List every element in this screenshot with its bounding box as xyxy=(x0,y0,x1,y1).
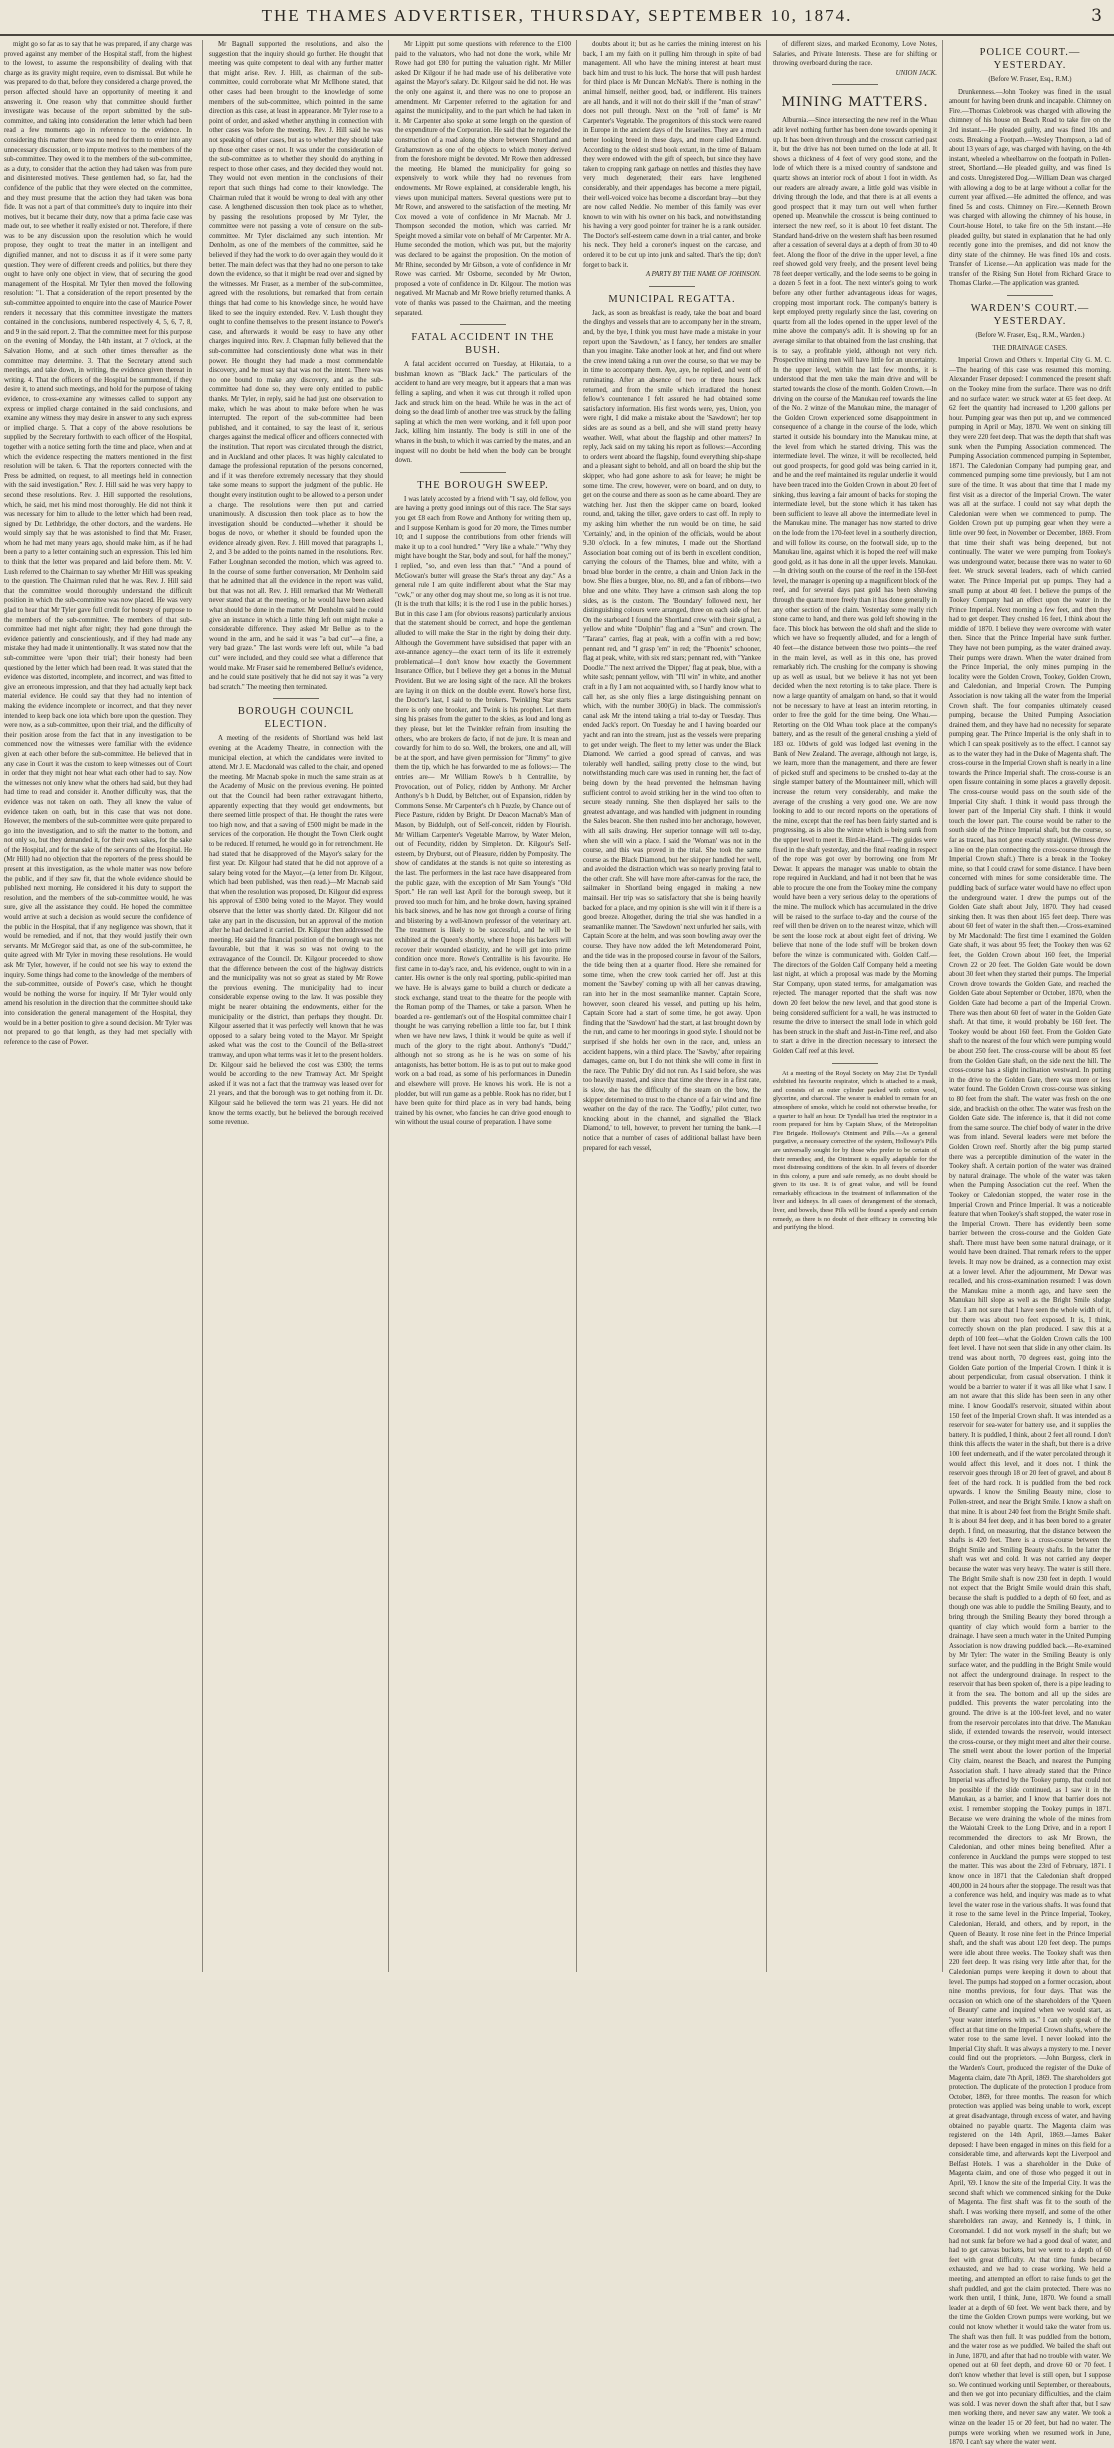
column-5 xyxy=(766,40,943,1972)
divider xyxy=(460,472,506,473)
divider xyxy=(649,286,695,287)
article-signature: UNION JACK. xyxy=(895,69,937,77)
borough-sweep-article: I was lately accosted by a friend with "I say, old fellow, you are having a pretty good innings out of this race. The Star says you get £8 each from Rowe and Anthony for writing them up, and I suppose Kenham is good for 20 more, the Times number 10; and I suppose the contributions from other friends will make it up to a cool hundred." "Very like a whale." "Why they might have bought the Star, body and soul, for half the money," I replied, "so, and even less than that." "And a pound of McGowan's butter will grease the Star's throat any day." As a general rule I am quite indifferent about what the Star may "cwk," or any other dog may shout me, so long as it is not true. (It is the truth that kills; it is the rod I use in the public horses.) But in this case I am (for obvious reasons) particularly anxious that the statement should be correct, and hope the gentleman alluded to will make the Star in the right by doing their duty. Although the Government have subsidised that paper with an axe-annance agency—the exact term of its life it extremely problematical—I don't know how exactly the Government Insurance Office, but I believe they get a bonus in the Mutual Provident. But we are losing sight of the race. All the brokers are laying it on thick on the double event. Rowe's horse first, the Doctor's last, I said to the brokers. Twinkling Star starts there is only one brooker, and Twink is his prophet. Let them sing his praises from the gutter to the skies, as loud and long as they please, but let the Twinkler refrain from insulting the others, who are brokers de facto, if not de jure. It is mean and cowardly for him to do so. Well, the brokers, one and all, will be at the sport, and have given permission for "Jimmy" to give them the tip, which he has forwarded to me as follows:— The entries are— Mr William Rowe's b h Centrallite, by Provocation, out of Policy, ridden by Anthony. Mr Archer Anthony's b h Dudd, by Beltcher, out of Expansion, ridden by Commons Sense. Mr Carpenter's ch h Puzzle, by Chance out of Piece Pasture, ridden by Bright. Dr Deacon Macnab's Man of Mason, by Biddulph, out of Self-conceit, ridden by Flourish. Mr William Carpenter's Vegetable Marrow, by Water Melon, out of Fecundity, ridden by Simpleton. Dr. Kilgour's Self-esteem, by Dryburst, out of Pleasure, ridden by Pomposity. The show of candidates at the stands is not quite so interesting as the last. The performers in the last race have disappeared from the public gaze, with the exception of Mr Sam Young's "Old Sport." He ran well last April for the borough sweep, but it proved too much for him, and he broke down, having sprained his back sinews, and he has now got through a course of firing and blistering by a well-known professor of the veterinary art. The treatment is likely to be successful, and he will be exhibited at the Queen's shortly, where I hope his backers will recover their wounded elasticity, and he will get into prime condition once more. Rowe's Centrallite is his favourite. He first came in to-day's race, and, his evidence, ought to win in a canter. His owner is the only real sporting, public-spirited man we have. He is always game to build a church or dedicate a stock exchange, stand treat to the theatre for the people with the Roman pomp of the Thames, or take a parson. When he boarded a re- gentleman's out of the Hospital committee chair I thought he was carrying rebellion a little too far, but I think when we have new laws, I think it would be quite as well if much of the glory to the right about. Anthony's "Dudd," although not so strong as he is he was on some of his antagonists, has better bottom. He is as to put out to make good work on a bad road, as some of his performances in Dunedin and elsewhere will prove. He knows his work. He is not a plodder, but will run game as a pebble. Rook has no rider, but I have been quite for third place as in very bad hands, being trained by his owner, who fancies he can drive good enough to win without the usual course of preparation. I have some xyxy=(395,495,571,1127)
fatal-accident-article: A fatal accident occurred on Tuesday, at Hikutaia, to a bushman known as "Black Jack." The particulars of the accident to hand are very meagre, but it appears that a man was felling a sapling, and when it was cut through it rolled upon Jack and struck him on the head. While he was in the act of doing so the dead limb of another tree was struck by the falling sapling at which the men were working, and it fell upon poor Jack, killing him instantly. The body is still in one of the whares in the bush, to which it was carried by the mates, and an inquest will no doubt be held when the body can be brought down. xyxy=(395,361,571,465)
divider xyxy=(1007,295,1053,296)
article-columns xyxy=(4,40,1111,2447)
fatal-accident-heading: FATAL ACCIDENT IN THE BUSH. xyxy=(411,332,555,357)
election-meeting-continued: Mr Lippitt put some questions with reference to the £100 paid to the valuators, who had not done the work, while Mr Rowe had got £80 for putting the valuation right. Mr Miller asked Dr Kilgour if he had made use of his deliberative vote against the Mayor's salary. Dr. Kilgour said he did not. He was the only one against it, and there was no one to propose an amendment. Mr Carpenter referred to the agitation for and against the municipality, and to the part which he had taken in it. Mr Carpenter also spoke at some length on the question of the expenditure of the Corporation. He said that he regarded the construction of a road along the shore between Shortland and Grahamstown as one of the objects to which money derived from the foreshore might be devoted. Mr Rowe then addressed the meeting. He blamed the municipality for going so expensively to work while they had no revenues from endowments. Mr Rowe explained, at considerable length, his views upon municipal matters. Several questions were put to Mr Rowe, and answered to the satisfaction of the meeting. Mr Cox moved a vote of confidence in Mr Macnab. Mr J. Thompson seconded the motion, which was carried. Mr Speight moved a similar vote on behalf of Mr Carpenter. Mr A. Hume seconded the motion, which was put, but the majority was declared to be against the proposition. On the motion of Mr Rhine, seconded by Mr Gibson, a vote of confidence in Mr Rowe was carried. Mr Osborne, seconded by Mr Owton, proposed a vote of confidence in Dr. Kilgour. The motion was negatived. Mr Macnab and Mr Rowe briefly returned thanks. A vote of thanks was passed to the Chairman, and the meeting separated. xyxy=(395,41,571,317)
masthead xyxy=(0,0,1114,36)
mining-matters-article: Alburnia.—Since intersecting the new reef in the Whau adit level nothing further has been done towards opening it up. It has been driven through and the crosscut carried past it, but the drive has not been turned on the lode at all. It shows a thickness of 4 feet of very good stone, and the lode of which there is a mixed country of sandstone and quartz shows an interior rock of about 1 foot in width. As our readers are already aware, a little gold was visible in driving through the lode, and that there is at all events a good prospect that it may turn out well when further opened up. Meanwhile the crosscut is being continued to intersect the new reef, so it is about 10 feet distant. The Standard hand-drive on the western shaft has been resumed after a cessation of several days at a depth of from 30 to 40 feet. Along the floor of the drive in the upper level, a fine reef showed gold very freely, and the present level being 78 feet deeper vertically, and the lode seems to be going in a dozen 5 feet in a foot. The next winter's going to work before any other further advantageous ideas for wages, cropping most important rock. The company's battery is kept employed pretty regularly since the last, covering on quartz from all the lodes opened in the upper level of the mine above the company's adit. It is showing up for an average similar to that obtained from the last crushing, that is to say, a profitable yield, although not very rich. Prospective mining men will have little for an uncertainty. In the upper level, within the last few months, it is understood that the men take the main drive and will be started towards the close of the month. Golden Crown.—In driving on the course of the Manukau reef towards the line of the No. 2 winze of the Manukau mine, the manager of the Golden Crown experienced some disappointment in consequence of a change in the course of the lode, which started it outside his boundary into the Manukau mine, at the level from which he started driving. This was the intermediate level. The winze, it will be recollected, held out good prospects, for good gold was being carried in it, and he and the reef maintained its regular underlie it would have been traced into the Golden Crown in about 20 feet of sinking, thus leaving a fair amount of backs for stoping the intermediate level, but the stone which it has taken has been sufficient to leave all above the intermediate level in the Manukau mine. The manager has now started to drive on the lode from the 170-feet level in a southerly direction, and will follow its course, on the footwall side, up to the Manukau line, against which it is hoped the reef will make good gold, as it has done in all the upper levels. Manukau.—In driving south on the course of the reef in the 150-feet level, the manager is opening up a magnificent block of the reef, and for several days past gold has been showing through the quartz more freely than it has done generally in any other section of the claim. Yesterday some really rich stone came to hand, and there was gold left showing in the face. This block has between the old shaft and the slide to which we have so frequently alluded, and for a length of 40 feet—the distance between those two points—the reef in the main level, as well as in this one, has proved remarkably rich. The crushing for the company is showing up as well as usual, but we believe it has not yet been decided when the next retorting is to take place. There is now a large quantity of amalgam on hand, so that it would not be necessary to have at least an interim retorting, in order to free the gold for the time being. One Whau.—Retorting on the Old Whau took place at the company's battery, and as the result of the general crushing a yield of 183 oz. 10dwts of gold was lodged last evening in the Bank of New Zealand. The average, although not large, is, we learn, more than the management, and there are fewer of picked stuff and specimens to be crushed to-day at the single stamper battery of the Mountaineer mill, which will increase the return very considerably, and make the average of the crushing a very good one. We are now looking to add to our record reports on the operations of the mine, except that the reef has been fairly started and is progressing, as is also the winze which is being sunk from the upper level to meet it. Bird-in-Hand.—The guides were fixed in the shaft yesterday, and the final reading in respect of the rope was got over by borrowing one from Mr Dewar. It appears the manager was unable to obtain the rope required in Auckland, and had it not been that he was able to procure the one from the Tookey mine the company would have been a very serious delay to the operations of the mine. The mullock which has accumulated in the drive will be raised to the surface to-day and the course of the reef will then be driven on to the nearest winze, which will be sent the loose rock at about eight feet of driving. We believe that none of the lode stuff will be broken down before the winze is communicated with. Golden Calf.—The directors of the Golden Calf Company held a meeting last night, at which a proposal was made by the Morning Star Company, upon stated terms, for amalgamation was rejected. The manager reported that the shaft was now down 20 feet below the new level, and that good stone is being considered sufficient for a wall, he was instructed to resume the drive to intersect the small lode in which gold has been struck in the shaft and Just-in-Time reef, and also to start a drive in the direction necessary to intersect the Golden Calf reef at this level. xyxy=(773,117,937,1055)
divider xyxy=(460,324,506,325)
miscellaneous-notices: At a meeting of the Royal Society on May 21st Dr Tyndall exhibited his favourite respirator, which is attached to a mask, and consists of an outer cylinder packed with cotton wool, glycerine, and charcoal. The wearer is enabled to remain for an atmosphere of smoke, which he could not otherwise breathe, for a quarter to half an hour. Dr Tyndall has tried the respirator in a room prepared for him by Captain Shaw, of the Metropolitan Fire Brigade. Holloway's Ointment and Pills.—As a general purgative, a necessary corrective of the system, Holloway's Pills are universally sought for by those who prefer to be certain of their remedies; and, the Ointment is equally adaptable for the most distressing conditions of the skin. In all fevers of disorder in this colony, a pure and safe remedy, as no doubt should be given to its use. It is of great value, and will be found remarkably efficacious in the treatment of inflammation of the liver and kidneys. In all cases of derangement of the stomach, liver, and bowels, these Pills will be found a speedy and certain remedy, as there is no doubt of their efficacy in correcting bile and purifying the blood. xyxy=(773,1069,937,1232)
municipal-regatta-heading: MUNICIPAL REGATTA. xyxy=(608,293,736,305)
wardens-court-article: Imperial Crown and Others v. Imperial City G. M. C.—The hearing of this case was resumed this morning. Alexander Fraser deposed: I commenced the present shaft on the Tookey mine from the surface. There was no drift and no surface water: we struck water at 65 feet deep. At 62 feet the quantity had increased to 1,200 gallons per hour. Pumping gear was then put up, and we commenced pumping in April or May, 1870. We went on sinking till they were 220 feet deep. That was the depth that shaft was sunk when the Pumping Association commenced. The Pumping Association commenced pumping in September, 1871. The Caledonian Company had pumping gear, and commenced pumping some time previously, but I am not sure of the time. It was about that time that I made my first visit as a director of the Imperial Crown. The water was all at the surface. I could not say what depth the Caledonian were when we commenced to pump. The Golden Crown put up pumping gear when they were a little over 90 feet, in November or December, 1869. From that time their shaft was being deepened, but not continually. The water we were pumping from Tookey's was underground water, because there was no water to 60 feet. We struck several leaders, each of which carried water. The Prince Imperial put up pumps. They had a small pump at about 40 feet. I believe the pumps of the Tookey Company had an effect upon the water in the Prince Imperial. Next morning a few feet, and then they had to get deeper. They crushed 16 feet, I think about the middle of 1870. I believe they were overcome with water then. Since that the Prince Imperial have sunk further. They have not been pumping, as the water drained away. Their pumps were drawn. When the water drained from the Prince Imperial, the only mines pumping in the locality were the Golden Crown, Tookey, Golden Crown, and Caledonian, and Imperial Crown. The Pumping Association is now taking all the water from the Imperial Crown shaft. The four companies ultimately ceased pumping, because the United Pumping Association drained them, and they have had no necessity for separate pumping gear. The Prince Imperial is the only shaft in to which I can speak positively as to the effect. I cannot say as to the water they had in the Duke of Magenta shaft. The cross-course in the Imperial Crown shaft is nearly in a line towards the Prince Imperial shaft. The cross-course is an open fissure containing in some places a gravelly deposit. The cross-course would pass on the south side of the Imperial City shaft. I think it would pass through the lower part of the Imperial City shaft. I think it would touch the lower part. The course would be rather to the south side of the Prince Imperial shaft, but the course, so far as traced, has not gone exactly straight. (Witness drew a line on the plan connecting the cross-course through the Imperial Crown shaft.) There is a break in the Tookey mine, so that I could crawl for some distance. I have been concerned with mines for some considerable time. The puddling back of surface water would have no effect upon the underground water. I drew the pumps out of the Golden Gate shaft about July, 1870. They had ceased sinking then. It was then about 165 feet deep. There was about 60 feet of water in the shaft then.—Cross-examined by Mr Macdonald: The first time I examined the Golden Gate shaft, it was about 95 feet; the Tookey then was 62 feet, the Golden Crown about 160 feet, the Imperial Crown 22 or 20 feet. The Golden Gate would be down about 30 feet when they started their pumps. The Imperial Crown drove towards the Golden Gate, and reached the Golden Gate about September or October, 1870, when the Golden Gate had become a part of the Imperial Crown. There was then about 60 feet of water in the Golden Gate shaft. At that time, it would probably be 160 feet. The Tookey would be about 160 feet. From the Golden Gate shaft to the nearest of the four which were pumping would be about 250 feet. The cross-course will be about 85 feet from the Golden Gate shaft, on the side next the hill. The cross-course has a slight inclination westward. In putting in the drive to the Golden Gate, there was more or less water found. The Golden Crown cross-course was sinking to 80 feet from the shaft. The water was fresh on the one side, and brackish on the other. The water was fresh on the Golden Gate side. The inference is, that it did not come from the same source. The chief body of water in the drive was from inland. Several leaders were met before the Golden Crown reef. Shortly after the big pump started there was a perceptible diminution of the water in the Tookey shaft. A certain portion of the water was drained by natural drainage. The whole of the water was taken when the Pumping Association cut the reef. When the Tookey or Caledonian stopped, the water rose in the Imperial Crown and Prince Imperial. It was a noticeable feature that when Tookey's shaft stopped, the water rose in the Imperial Crown. There has evidently been some barrier between the cross-course and the Golden Gate shaft. There must have been some natural drainage, or it would have been drained. That remark refers to the upper levels. It may now be drained, as a connection may exist at a lower level. After the adjournment, Mr Dewar was recalled, and his cross-examination resumed: I was down the Manukau mine a month ago, and have seen the Manukau hill slope as well as the Bright Smile sludge clay. I am not sure that I have seen the whole width of it, but there was about two feet exposed. It is, I think, correctly shown on the plan produced. I saw this at a depth of 100 feet—what the Golden Crown calls the 100 feet level. I have not seen that slide in any other claim. Its trend was about north, 70 degrees east, going into the Golden Gate portion of the Imperial Crown. I think it is about perpendicular, from casual observation. I think it would be a barrier to water if it was all like what I saw. I am not aware that this slide has been seen in any other mine. I know Goodall's reservoir, situated within about 150 feet of the Imperial Crown shaft. It was intended as a reservoir for sea-water for battery use, and it supplies the battery. It is puddled, I think, about 2 feet all round. I don't think this affects the water in the shaft, but there is a drive 100 feet underneath, and if the water percolated through it would affect this level, and it does not. I think the reservoir goes through 18 or 20 feet of gravel, and about 8 feet of the hard rock. It is puddled from the bed rock upwards. I know the Smiling Beauty mine, close to Pollen-street, and near the Bright Smile. I know a shaft on that mine. It is about 240 feet from the Bright Smile shaft. It is about 84 feet deep, and it has been bored to a greater depth. I find, on measuring, that the distance between the shafts is 420 feet. There is a cross-course between the Bright Smile and Smiling Beauty shafts. In the latter the shaft was wet and cold. It was not carried any deeper because the water was very heavy. The water is still there. The Bright Smile shaft is now 230 feet in depth. I would not expect that the Bright Smile would drain this shaft, because the shaft is puddled to a depth of 60 feet, and as though one was able to puddle the Smiling Beauty, and to bring through the Smiling Beauty they bored through a quantity of clay which would form a barrier to the drainage. I have seen a much water in the United Pumping Association is now drawing puddled back.—Re-examined by Mr Tyler: The water in the Smiling Beauty is only surface water, and the puddling in the Bright Smile would not affect the underground drainage. In respect to the reservoir that has been spoken of, there is a pipe leading to it from the sea. The bottom and all up the sides are puddled. This prevents the water percolating into the ground. The drive is at the 100-feet level, and no water from the reservoir percolates into that drive. The Manukau slide, if extended towards the reservoir, would intersect the cross-course, or they might meet and alter their course. The smell went about the lower portion of the Imperial City claim, nearest the Beach, and nearest the Pumping Association shaft. I have already stated that the Prince Imperial was affected by the Tookey pump, that could not be possible if the slide continued, as I saw it in the Manukau, as a barrier, and I know that barrier does not exist. I remember stopping the Tookey pumps in 1871. Because we were draining the whole of the mines from the Waiotahi Creek to the Long Drive, and in a report I recommended the directors to ask Mr Brown, the Caledonian, and other mines being benefited. After a conference in Auckland the pumps were stopped to test the matter. This was about the 23rd of February, 1871. I know once in 1871 that the Caledonian shaft dropped 400,000 in 24 hours after the stoppage. The result was that a conference was held, and inquiry was made as to what level the water rose in the various shafts. It was found that it rose to the same level in the Prince Imperial, Tookey, Caledonian, Herald, and others, and by report, in the Queen of Beauty. It rose nine feet in the Prince Imperial shaft, and the shaft was about 120 feet deep. The pumps were idle about three weeks. The Tookey shaft was then 220 feet deep. It was rising very little after that, for the Caledonian pumps were keeping it down to about that level. The pumps had stopped on a former occasion, about nine months previous, for four days. That was the occasion on which one of the shareholders of the 'Queen of Beauty' came and inquired when we would start, as "your water interferes with us." I can only speak of the effect at that time on the Imperial Crown shafts, where the water rose to the same level. I never looked into the Imperial City shaft. It was always a mystery to me. I never could find out the proprietors. —John Burgess, clerk in the Warden's Court, produced the register of the Duke of Magenta claim, date 7th April, 1869. The shareholders got protection. The duplicate of the protection I produce from October, 1869, for three months. The reason for which protection was applied was being unable to work, except at great disadvantage, through excess of water, and having obtained no payable quartz. The Magenta claim was registered on the 14th April, 1869.—James Baker deposed: I have been engaged in mines on this field for a considerable time, and afterwards kept the Liverpool and Belfast Hotels. I was a shareholder in the Duke of Magenta claim, and one of those who pegged it out in April, '69. I know the site of the Imperial City. It was the second shaft which we commenced sinking for the Duke of Magenta. The first shaft was fit to the south of the shaft. I was working there myself, and some of the other shareholders ran away, and Kennedy is, I think, in Coromandel. I did not work myself in the shaft; but we had not sunk far before we had a good deal of water, and had to get canvas buckets, but we went to a depth of 60 feet with great difficulty. At that time funds became exhausted, and we had to cease working. We held a meeting, and attempted an effort to raise funds to get the shaft puddled, and got the claim protected. There was no work then until, I think, June, 1870. We found a small leader at a depth of 60 feet. We went back there, and by the time the Golden Crown pumps were working, but we could not know whether it would take the water from us. The shaft was then full. It was puddled from the bottom, and the water rose as we puddled. We bailed the shaft out in June, 1870, and after that had no trouble with water. We opened out at 60 feet depth, and drove 60 or 70 feet. I don't know whether that level is still open, but I suppose so. We continued working until September, or thereabouts, and then we got into pecuniary difficulties, and the claim was sold. I was never down the shaft after that, but I saw men working there, and never saw any water. We took a winze on the leader 15 or 20 feet, but had no water. The pumps were working when we resumed work in June, 1870. I can't say where the water went. xyxy=(949,357,1111,2447)
borough-council-election-heading: BOROUGH COUNCIL ELECTION. xyxy=(237,706,355,731)
police-court-article: Drunkenness.—John Tookey was fined in the usual amount for having been drunk and incapable. Chimney on Fire.—Thomas Colebrook was charged with allowing the chimney of his house on Beach Road to take fire on the 3rd instant.—He pleaded guilty, and was fined 10s and costs. Breaking a Footpath.—Wesley Thompson, a lad of about 13 years of age, was charged with having, on the 4th instant, wheeled a wheelbarrow on the footpath in Pollen-street, Shortland.—He pleaded guilty, and was fined 1s and costs. Unregistered Dog.—William Dean was charged with allowing a dog to be at large without a collar for the current year affixed.—He admitted the offence, and was fined 5s and costs. Chimney on Fire.—Kenneth Brown was charged with allowing the chimney of his house, in Court-house Hotel, to take fire on the 5th instant.—He pleaded guilty, but stated in explanation that he had only recently gone into the premises, and did not know the dirty state of the chimney. He was fined 10s and costs. Transfer of License.—An application was made for the transfer of the Rising Sun Hotel from Richard Grace to Thomas Clarke.—The application was granted. xyxy=(949,88,1111,288)
article-signature: A PARTY BY THE NAME OF JOHNSON. xyxy=(645,271,761,279)
drainage-cases-subheading: THE DRAINAGE CASES. xyxy=(992,344,1068,352)
hospital-committee-article: might go so far as to say that he was prepared, if any charge was proved against any member of the Hospital staff, from the highest to the lowest, to assume the responsibility of dealing with that charge as its gravity might require, even to dismissal. But while he was prepared to do that, before they considered a charge proved, the person affected should have an opportunity of meeting it and answering it. One reason why that committee should further investigate was because of the report submitted by the sub-committee, and taking into consideration the letter which had been read a few moments ago in reference to the evidence. In considering this matter there was no need for them to enter into any unnecessary discussion, or to impute motives to the members of the sub-committee. They owed it to the members of the sub-committee, as a duty, to consider that the action they had taken was from pure and disinterested motives. These gentlemen had, so far, had the confidence of the public that they were elected on the committee, and they must presume that the action they had taken was bona fide. It was not a part of that committee's duty to inquire into their motives, but it became their duty, now that a prima facie case was made out, to see whether it really existed or not. Therefore, if there was to be any discussion upon the resolution which he would propose, they ought to treat the matter in an intelligent and dignified manner, and not to discuss it as if it were some party question. They were of different creeds and politics, but there they ought to have only one object in view, that of securing the good management of the Hospital. Mr Tyler then moved the following resolution: "1. That a consideration of the report presented by the sub-committee appointed to enquire into the case of Maurice Power renders it necessary that this committee investigate the matters contained in the conclusions, numbered respectively 4, 5, 6, 7, 8, and 9 in the said report. 2. That the committee meet for this purpose on the evening of Monday, the 14th instant, at 7 o'clock, at the Salvation Home, and at such other times thereafter as the committee may determine. 3. That the Secretary attend such meetings, and take down, in writing, the evidence given thereat in writing. 4. That the officers of the Hospital be summoned, if they desire it, to attend such meetings, and hold for the purpose of taking evidence, to cross-examine any witnesses called to support any express or implied charge contained in the said conclusions, and examine any witness they may desire in answer to any such express or implied charge. 5. That a copy of the above resolutions be supplied by the Secretary forthwith to each officer of the Hospital, together with a notice setting forth the time and place, when and at which the evidence respecting the matters mentioned in the first resolution will be taken. 6. That the reporters connected with the Press be admitted, on request, to all meetings held in connection with the said investigation." Rev. J. Hill said he was very happy to second these resolutions. Rev. J. Hill supported the resolutions, which, he said, met his mind most thoroughly. He did not think it was necessary for him to allude to the letter which had been read, signed by Dr. Lethbridge, the other doctors, and the wardens. He would simply say that he was astonished to find that Mr. Fraser, whom he had met many years ago, should make him, as if he had been a party to a letter containing such an expression. This led him to think that the letter was prepared and laid before them. Mr. V. Lush referred to the Chairman to say whether Mr Hill was speaking to the question. The Chairman ruled that he was. Rev. J. Hill said that the committee would thoroughly understand the difficult position in which the sub-committee was now placed. He was very glad to hear that Mr Tyler gave full credit for honesty of purpose to the members of the sub-committee. The members of that sub-committee had met night after night; they had gone through the evidence patiently and conscientiously, and if they had made any mistake they had made it unintentionally. It was stated now that the sub-committee were 'upon their trial'; their honesty had been questioned by the letter which had been read. It was stated that the evidence was distorted, incomplete, and incorrect, and was fitted to give an erroneous impression, and that they had actually kept back material evidence. He could say that they had no intention of making the evidence incomplete or incorrect, and that they never intended to keep back one iota which bore upon the question. They were now, as a sub-committee, upon their trial, and the difficulty of their position arose from the fact that in any investigation to be commenced now the witnesses were familiar with the evidence given at each other before the sub-committee. He believed that in any case in Court it was the custom to keep witnesses out of Court in order that they might not hear what each other had to say. Now the witnesses not only knew what the others had said, but they had had time to read and consider it. Another difficulty was, that the evidence was not taken on oath. They all knew the value of evidence taken on oath, but in this case that was not done. However, the members of the sub-committee were quite prepared to go into the investigation, and to sift the matter to the bottom, and not only so, but they demanded it, for their own sakes, for the sake of the Hospital, and for the sake of the servants of the Hospital. He (Mr Hill) had no objection that the reporters of the press should be present at this investigation, as the whole matter was now before the public, and if they saw fit, that the whole evidence should be published next morning. He considered it his duty to support the resolution, and the members of the sub-committee would, he was sure, give all the assistance they could. He hoped the committee would arrive at such a decision as would secure the confidence of the public in the Hospital, that if any negligence was shown, that it would be remedied, and if not, that they would justify their own servants. Mr McGregor said that, as one of the sub-committee, he quite agreed with Mr Tyler in moving these resolutions. He would ask Mr Tyler, however, if he could not see his way to extend the inquiry. Some things had come to the knowledge of the members of the sub-committee, outside of Power's case, which he thought would be nothing the worse for inquiry. If Mr Tyler would only amend his resolution in the direction that the committee should take into consideration the general management of the Hospital, they would be in a better position to give a sound decision. Mr Tyler was not prepared to go that length, as they had met specially with reference to the case of Power. xyxy=(4,41,192,1046)
borough-sweep-continued: doubts about it; but as he carries the mining interest on his back, I am my faith on it pulling him through in spite of bad management. All who have the mining interest at heart must back him and trust to his luck. The horse that will push hardest for third place is Mr Duncan McNab's. There is nothing in the animal himself, neither good, bad, or indifferent. His trainers are all hands, and it will not do their skill if the "man of straw" does not pull through. Next on the "roll of fame" is Mr Carpenter's Vegetable. The progenitors of this stock were reared in Europe in the ancient days of the Israelites. They are a much better looking breed in these days, and more called Edmund. According to the oldest stud book extant, in the time of Balaam they were endowed with the gift of speech, but since they have taken to cropping rank garbage on nettles and thistles they have very much degenerated; their ears have lengthened considerably, and their appendages has become a mere pigtail, their well-voiced voice has become a discordant bray—but they are now called Neddie. No member of this family was ever known to win with his owner on his back, and notwithstanding his having a very good pointer for trainer he is a rank outsider. The Doctor's self-esteem came down in a trial canter, and broke his neck. They held a coroner's inquest on the carcase, and ordered it to be cut up into junk and salted. That's the tip; don't forget to back it. xyxy=(583,41,761,269)
wardens-court-magistrate: (Before W. Fraser, Esq., R.M., Warden.) xyxy=(975,332,1085,340)
page-number: 3 xyxy=(1091,6,1102,26)
column-4 xyxy=(576,40,767,1972)
police-court-heading: POLICE COURT.—YESTERDAY. xyxy=(979,47,1081,71)
police-court-magistrate: (Before W. Fraser, Esq., R.M.) xyxy=(988,76,1072,83)
divider xyxy=(273,698,319,699)
divider xyxy=(832,1063,878,1064)
hospital-committee-continued: Mr Bagnall supported the resolutions, and also the suggestion that the inquiry should go further. He thought that meeting was quite competent to deal with any further matter that might arise. Rev. J. Hill, as chairman of the sub-committee, could corroborate what Mr McIlhone stated, that other cases had been brought to the knowledge of some members of the sub-committee, which pointed in the same direction as this case, at least in appearance. Mr Tyler rose to a point of order, and asked whether anything in connection with other cases was before the meeting. Rev. J. Hill said he was not speaking of other cases, but as to whether they should take up those other cases or not. It was under the consideration of the sub-committee as to whether they should do anything in respect to those other cases, and they decided they would not. They would not even mention in the conclusions of their report that such things had come to their knowledge. The Chairman ruled that it would be wrong to deal with any other case. A lengthened discussion then took place as to whether, by passing the resolutions proposed by Mr Tyler, the committee were not passing a vote of censure on the sub-committee. Mr Tyler disclaimed any such intention. Mr Denholm, as one of the members of the committee, said he believed if they had the work to do over again they would do it better. The main defect was that they had no one person to take down the evidence, so that it might be read over and signed by the witnesses. Mr Fraser, as a member of the sub-committee, agreed with the resolutions, but remarked that from certain things that had come to his knowledge since, he would have liked to see the inquiry extended. Rev. V. Lush thought they ought to confine themselves to the present instance to Power's case, and afterwards it would be easy to have any other charges inquired into. Rev. J. Chapman fully believed that the sub-committee had conscientiously done what was in their power. He thought they had made a most commendable discovery, and he must say that was not the intent. There was no one bound to make any discovery, and as the sub-committee had done so, they were only entitled to public thanks. Mr Tyler, in reply, said he had just one observation to make, which he was about to make before when he was interrupted. The report of the sub-committee had been published, and it contained, to say the least of it, serious charges against the medical officer and officers connected with the institution. That report was circulated through the district, and in Auckland and other places. It was highly calculated to damage the professional reputation of the persons concerned, and if it was therefore extremely necessary that they should take some means to support the judgment of the public. He thought every institution ought to be allowed to a person under a charge. The resolutions were then put and carried unanimously. A discussion then took place as to how the investigation should be conducted—whether it should be bogus de novo, or whether it should be founded upon the evidence already given. Rev. J. Hill moved that paragraphs 1, 2, and 3 be added to the points named in the resolutions. Rev. Father Loughnan seconded the motion, which was agreed to. In the course of some further conversation, Mr Denholm said that he admitted that all the evidence in the report was valid, but that was not all. Rev. J. Hill remarked that Mr Wetherall never stated that at the meeting, or he would have been asked what should be done in the matter. Mr Denholm said he could give an instance in which a little thing left out might make a considerable difference. They asked Mr Bellue as to the wound in the arm, and he said it was "a bad cut"—a fine, a very bad graze." The last words were left out, while "a bad cut" were included, and they could see what a difference that would make. Mr Fraser said he remembered Bellue's evidence, and he could state positively that he did not say it was "a very bad scratch." The meeting then terminated. xyxy=(209,41,383,691)
column-1 xyxy=(4,40,198,1972)
divider xyxy=(832,84,878,85)
mining-matters-heading: MINING MATTERS. xyxy=(781,94,929,111)
borough-sweep-heading: THE BOROUGH SWEEP. xyxy=(417,479,549,491)
borough-council-election-article: A meeting of the residents of Shortland was held last evening at the Academy Theatre, in connection with the municipal election, at which the candidates were invited to attend. Mr J. E. Macdonald was called to the chair, and opened the meeting. Mr Macnab spoke in much the same strain as at the Academy of Music on the previous evening. He pointed out that the Council had been rather extravagant hitherto, apparently expecting that they would get endowments, but there seemed little prospect of that. He thought the rates were too high now, and that a saving of £500 might be made in the services of the corporation. He thought the Town Clerk ought to be reduced. If returned, he would go in for retrenchment. He had stated that he disapproved of the Mayor's salary for the first year. Dr. Kilgour had stated that he did not approve of a salary being voted for the Mayor,—(a letter from Dr. Kilgour, which had been published, was then read.)—Mr Macnab said that when the resolution was proposed, Dr. Kilgour did express his approval of £300 being voted to the Mayor. They would observe that the letter was shortly dated. Dr. Kilgour did not take any part in the discussion, but an approval of the motion after he had declared it carried. Dr. Kilgour then addressed the meeting. He said the financial position of the borough was not favourable, but that it was so was not owing to the extravagance of the Council. Dr. Kilgour proceeded to show that the difference between the cost of the highway districts and the municipality was not so great as stated by Mr Rowe the previous evening. The municipality had to incur considerable expense owing to the law. It was possible they might be nearer obtaining the endowments, either for the municipality or the district, than perhaps they thought. Dr. Kilgour asserted that it was perfectly well known that he was opposed to a salary being voted to the Mayor. Mr Speight asked what was the cost to the Council of the Bella-street tramway, and upon what terms was it let to the present holders. Dr. Kilgour said he believed the cost was £300; the terms would be according to the new Tramway Act. Mr Speight asked if it was not a fact that the tramway was leased over for 21 years, and that the borough was to get nothing from it. Dr. Kilgour said he believed the term was 21 years. He did not know the terms exactly, but he believed the borough received some revenue. xyxy=(209,735,383,1127)
municipal-regatta-article: Jack, as soon as breakfast is ready, take the boat and board the dinghys and vessels that are to accompany her in the stream, and, by the bye, I think you must have made a mistake in your report upon the 'Sawdown,' as I fancy, her tenders are smaller than you imagine. Take another look at her, and find out where the crew intend taking a run over the course, so that we may be in time to accompany them. Aye, aye, he replied, and went off ruminating. After an absence of two or three hours Jack returned, and from the smile which irradiated the honest fellow's countenance I felt assured he had obtained some satisfactory information. His first words were, yes, Union, you were right, I did make a mistake about the 'Sawdown'; her top sides are as sound as a bell, and she will stand pretty heavy weather. Well, what about the flagship and other matters? In reply, Jack said on my taking his report as follows:—According to orders went aboard the flagship, found everything ship-shape and a pleasant sight to behold, and all on board the ship but the skipper, who had gone ashore to ask for leave; he might be some time. The crew, however, were on board, and on duty, to get on the course and there as soon as he came aboard. They are watching her. Just then the skipper came on board, looked round, and, taking the tiller, gave orders to cast off. In reply to my asking him whether the run would be on time, he said 'Certainly,' and, in the opinion of the officials, would be about 9.30 o'clock. In a few minutes, I made out the Shortland Association boat coming out of its berth in excellent condition, carrying the colours of the Thames, blue and white, with a broad blue border in the centre, a chain and Union Jack in the bow. She flies a burgee, blue, no. 80, and a fan of ribbons—two blue and one white. They have a crimson sash along the top sides, as is the custom. The 'Boundary' followed next, her distinguishing colours were arranged, three on each side of her. On the starboard I found the Shortland crew with their signal, a yellow and white "Dolphin" flag and a "Sun" and crown. The "Tarara" carries, flag at peak, with a coffin with a red bow; pennant red, and "I grasp 'em" in red; the "Phoenix" schooner, flag at peak, white, with six red stars; pennant red, with "Yankee Doodle." The next arrived the 'Dipper,' flag at peak, blue, with a white sash; pennant yellow, with "I'll win" in white, and another craft in a fly I am not acquainted with, so I hardly know what to call her, as she only flies a large distinguishing pennant on which, with the number 300(G) in black. The commission's canal ask Mr the intend taking a trial to-day or Tuesday. Thus ended Jack's report. On Tuesday he and I having boarded our yacht and ran into the stream, just as the vessels were preparing to get under weigh. The fleet to my letter was under the Black Diamond. We carried a good spread of canvas, and was tolerably well handled, sailing pretty close to the wind, but notwithstanding much care was used in running her, the fact of being down by the head prevented the helmsman having sufficient control to avoid striking her in the wind too often to secure steady running. She then displayed her sails to the greatest advantage, and was handled with judgment in rounding the Sales beacon. She then rushed into her anchorage, however, with all sails drawing. Her superior tonnage will tell to-day, when she will win a place. I said the 'Woman' was not in the course, and this was proved in the trial. She took the same course as the Black Diamond, but her skipper handled her well, and avoided the distraction which was so nearly proving fatal to the other craft. She will have more after-canvas for the race, the sailmaker in Shortland being engaged in making a new mainsail. Her trip was so satisfactory that she is being heavily backed for a place, and my opinion is she will win it if there is a good breeze. Altogether, during the trial she was handled in a seamanlike manner. The 'Sawdown' next unfurled her sails, with Captain Score at the helm, and was soon bowling away over the course. They have now added the left Metendomerard Point, and the tide was in the proposed course in favour of the Sailors, the tide being then at a quarter flood. Here she remained for some time, when the crew took carried her off. Just at this moment the 'Sawbey' coming up with all her canvas drawing, ran into her in the most seamanlike manner. Captain Score, however, soon cleared his vessel, and putting up his helm, Captain Score had a start of some time, he got away. Upon finding that the 'Sawdown' had the start, at last brought down by the run, and came to her moorings in good style. I should not be surprised if she holds her own in the race, and, unless an accident happens, win a third place. The 'Sawby,' after repairing damages, came on, but I do not think she will come in first in the race. The 'Public Dry' did not run. As I said before, she was too heavily masted, and since that time she threw in a first rate, is slow, she has the difficulty of the steam on the bow, the skipper determined to trust to the chance of a fair wind and fine weather on the day of the race. The 'Godfly,' pilot cutter, two knocking about in the channel, and signalled the 'Black Diamond,' to tell, however, to prevent her turning the bank.—I notice that a number of cases of additional ballast have been prepared for each vessel, xyxy=(583,309,761,1152)
column-3 xyxy=(388,40,577,1972)
masthead-title: THE THAMES ADVERTISER, THURSDAY, SEPTEMBER 10, 1874. xyxy=(261,6,853,25)
column-2 xyxy=(202,40,389,1972)
wardens-court-heading: WARDEN'S COURT.—YESTERDAY. xyxy=(970,303,1090,328)
regatta-continued: of different sizes, and marked Economy, Love Notes, Salaries, and Private Interests. These are for shifting or throwing overboard during the race. xyxy=(773,41,937,68)
column-6 xyxy=(942,40,1111,2447)
